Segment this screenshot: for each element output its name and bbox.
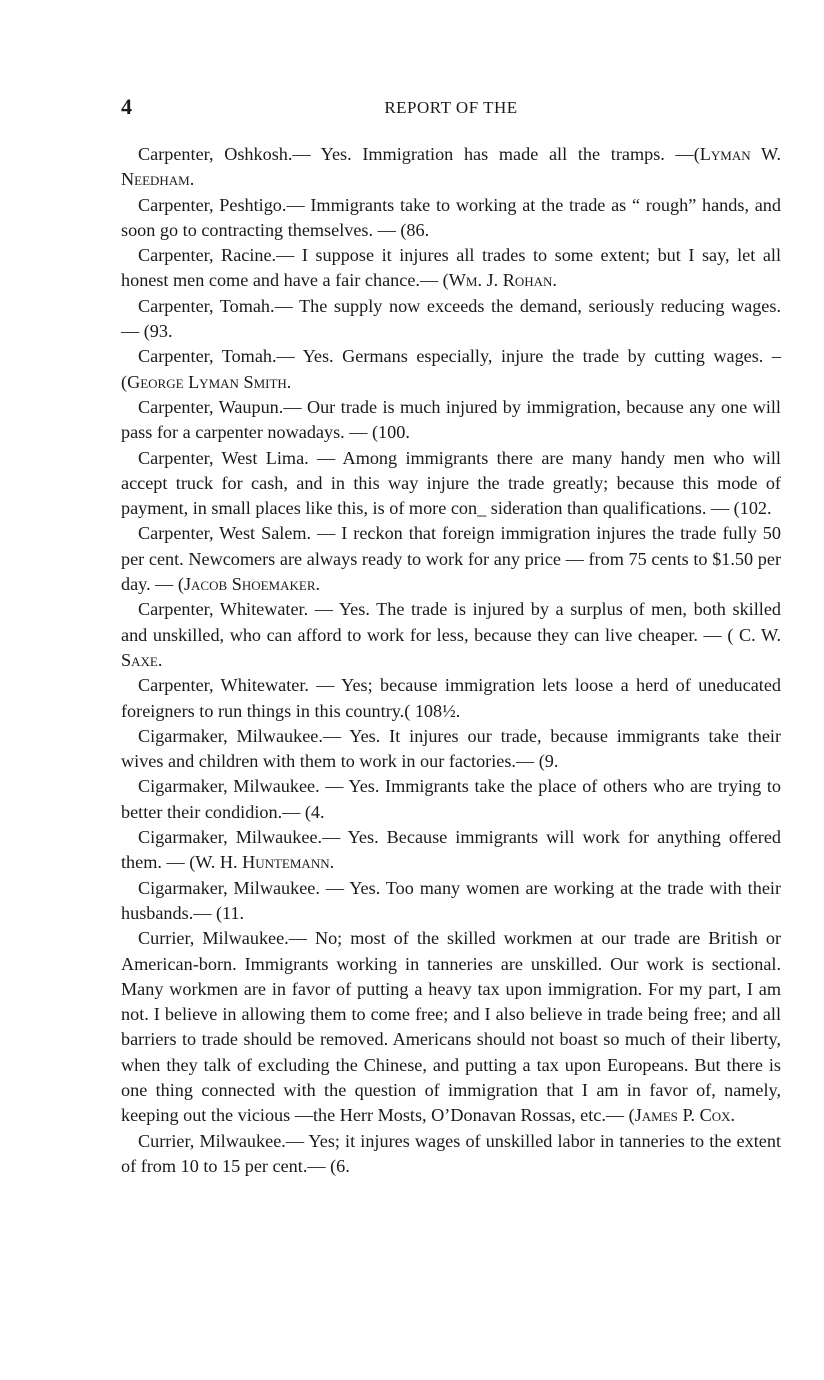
entry-statement: — Among immigrants there are many handy men who will accept truck for cash, and in this way injure the trade greatly; because this mode of payment, in small places like this, is of more con_ sideration than qualifications. — (102. xyxy=(121,447,781,519)
testimony-entry xyxy=(121,395,781,446)
testimony-entry xyxy=(121,926,781,1128)
testimony-entry xyxy=(121,774,781,825)
entry-statement: — Our trade is much injured by immigration, because any one will pass for a carpenter nowadays. — (100. xyxy=(121,396,781,443)
entry-occupation-location: Cigarmaker, Milwaukee. xyxy=(138,827,323,848)
testimony-entry xyxy=(121,876,781,927)
testimony-entry xyxy=(121,673,781,724)
page-number: 4 xyxy=(121,94,132,119)
entry-occupation-location: Cigarmaker, Milwaukee. xyxy=(138,725,323,746)
entry-statement: — Yes; it injures wages of unskilled labor in tanneries to the extent of from 10 to 15 per cent.— (6. xyxy=(121,1130,781,1176)
testimony-entry xyxy=(121,521,781,597)
entry-signature: James P. Cox xyxy=(634,1105,731,1126)
entry-occupation-location: Cigarmaker, Milwaukee. xyxy=(138,776,320,797)
testimony-entry xyxy=(121,142,781,193)
entry-closing-punctuation: . xyxy=(329,852,335,873)
entry-occupation-location: Cigarmaker, Milwaukee. xyxy=(138,877,320,898)
entry-signature: George Lyman Smith xyxy=(127,371,287,392)
entry-statement: — No; most of the skilled workmen at our trade are British or American-born. Immigrants working in tanneries are unskilled. Our work is sectional. Many workmen are in favor of putting a heavy tax upon immigration. For my part, I am not. I believe in allowing them to come free; and I also believe in trade being free; and all barriers to trade should be removed. Americans should not boast so much of their liberty, when they talk of excluding the Chinese, and putting a tax upon Europeans. But there is one thing connected with the question of immigration that I am in favor of, namely, keeping out the vicious —the Herr Mosts, O’Donavan Rossas, etc.— ( xyxy=(121,928,781,1126)
entry-closing-punctuation: . xyxy=(730,1105,736,1126)
entry-signature: Jacob Shoemaker xyxy=(183,574,316,595)
entry-statement: — Yes. Too many women are working at the trade with their husbands.— (11. xyxy=(121,877,781,923)
entry-occupation-location: Carpenter, Racine. xyxy=(138,245,277,266)
entry-occupation-location: Carpenter, Waupun. xyxy=(138,396,284,417)
entry-signature: W. H. Huntemann xyxy=(195,852,330,873)
entry-occupation-location: Carpenter, Whitewater. xyxy=(138,599,309,620)
entry-signature: Wm. J. Rohan xyxy=(448,270,553,291)
page-header xyxy=(121,94,781,124)
entry-statement: — Yes. It injures our trade, because immigrants take their wives and children with them to work in our factories.— (9. xyxy=(121,725,782,772)
entry-statement: — Yes. Germans especially, injure the trade by cutting wages. – ( xyxy=(121,346,781,392)
entry-statement: — Yes. The trade is injured by a surplus of men, both skilled and unskilled, who can afford to work for less, because they can live cheaper. — ( xyxy=(121,599,781,645)
entry-statement: — Yes. Because immigrants will work for anything offered them. — ( xyxy=(121,827,782,873)
entry-occupation-location: Carpenter, Tomah. xyxy=(138,295,275,316)
entry-closing-punctuation: . xyxy=(286,371,292,392)
entry-closing-punctuation: . xyxy=(157,649,163,670)
entry-closing-punctuation: . xyxy=(189,169,195,190)
entry-occupation-location: Carpenter, Peshtigo. xyxy=(138,194,287,215)
entry-occupation-location: Currier, Milwaukee. xyxy=(138,1130,286,1151)
running-title: REPORT OF THE xyxy=(384,98,518,117)
entry-closing-punctuation: . xyxy=(315,574,321,595)
entry-statement: — Yes. Immigrants take the place of others who are trying to better their condidion.— (4. xyxy=(121,776,782,822)
entry-closing-punctuation: . xyxy=(552,270,557,291)
entry-occupation-location: Carpenter, Oshkosh. xyxy=(138,144,293,164)
entry-occupation-location: Currier, Milwaukee. xyxy=(138,928,289,949)
testimony-entry xyxy=(121,243,781,294)
entry-occupation-location: Carpenter, Whitewater. xyxy=(138,675,309,696)
testimony-entry xyxy=(121,597,781,673)
testimony-entry xyxy=(121,344,781,395)
testimony-entry xyxy=(121,724,781,775)
entry-statement: — I reckon that foreign immigration injures the trade fully 50 per cent. Newcomers are always ready to work for any price — from 75 cents to $1.50 per day. — ( xyxy=(121,523,781,595)
testimony-entry xyxy=(121,446,781,522)
entry-statement: — Yes; because immigration lets loose a herd of uneducated foreigners to run things in this country.( 108½. xyxy=(121,675,781,721)
entry-occupation-location: Carpenter, West Salem. xyxy=(138,523,312,544)
testimony-list xyxy=(121,142,781,1179)
entry-occupation-location: Carpenter, Tomah. xyxy=(138,346,277,367)
testimony-entry xyxy=(121,294,781,345)
entry-statement: — I suppose it injures all trades to some extent; but I say, let all honest men come and have a fair chance.— ( xyxy=(121,245,782,291)
entry-statement: — Immigrants take to working at the trade as “ rough” hands, and soon go to contracting themselves. — (86. xyxy=(121,194,781,240)
testimony-entry xyxy=(121,825,781,876)
testimony-entry xyxy=(121,1129,781,1180)
entry-signature: C. W. Saxe xyxy=(121,624,781,670)
testimony-entry xyxy=(121,193,781,244)
entry-signature: Lyman W. Needham xyxy=(121,144,782,190)
entry-statement: — Yes. Immigration has made all the tramps. —( xyxy=(292,144,700,164)
entry-statement: — The supply now exceeds the demand, seriously reducing wages. — (93. xyxy=(121,295,781,342)
entry-occupation-location: Carpenter, West Lima. xyxy=(138,447,309,468)
